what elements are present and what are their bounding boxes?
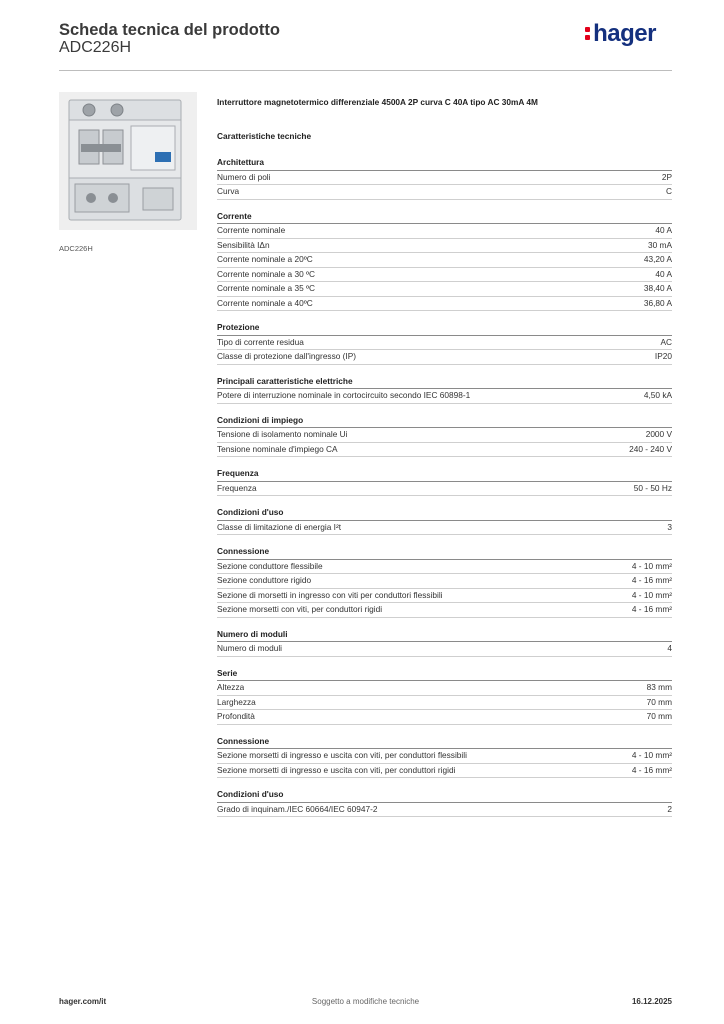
spec-label: Frequenza xyxy=(217,482,257,493)
spec-label: Numero di moduli xyxy=(217,643,283,653)
spec-value: AC xyxy=(660,336,672,347)
spec-label: Classe di protezione dall'ingresso (IP) xyxy=(217,351,357,361)
product-description: Interruttore magnetotermico differenziale 4500A 2P curva C 40A tipo AC 30mA 4M xyxy=(217,97,538,107)
section-title: Corrente xyxy=(217,210,672,225)
spec-row xyxy=(217,681,672,696)
spec-label: Corrente nominale a 30 ºC xyxy=(217,268,316,279)
spec-section xyxy=(217,414,672,458)
spec-value: 240 - 240 V xyxy=(629,443,672,454)
spec-value: 4 - 16 mm² xyxy=(631,575,672,585)
spec-label: Corrente nominale a 20ºC xyxy=(217,254,313,264)
spec-value: 3 xyxy=(667,521,672,532)
specs-heading: Caratteristiche tecniche xyxy=(217,131,312,141)
spec-row xyxy=(217,482,672,497)
spec-row xyxy=(217,696,672,711)
spec-label: Corrente nominale a 40ºC xyxy=(217,297,313,308)
spec-section xyxy=(217,545,672,618)
spec-label: Corrente nominale a 35 ºC xyxy=(217,283,316,293)
spec-value: 40 A xyxy=(655,225,672,235)
section-title: Condizioni di impiego xyxy=(217,414,672,429)
section-title: Connessione xyxy=(217,735,672,750)
spec-value: 50 - 50 Hz xyxy=(633,482,672,493)
section-title: Numero di moduli xyxy=(217,628,672,643)
spec-row xyxy=(217,297,672,312)
spec-value: 4 - 10 mm² xyxy=(631,589,672,600)
spec-content xyxy=(217,96,672,827)
spec-value: IP20 xyxy=(654,351,672,361)
spec-value: 43,20 A xyxy=(643,254,672,264)
spec-row xyxy=(217,268,672,283)
spec-row xyxy=(217,710,672,725)
spec-value: 4 - 10 mm² xyxy=(631,750,672,760)
image-caption: ADC226H xyxy=(59,244,93,253)
section-title: Architettura xyxy=(217,156,672,171)
spec-label: Sezione conduttore rigido xyxy=(217,575,312,585)
section-title: Condizioni d'uso xyxy=(217,506,672,521)
spec-label: Tensione di isolamento nominale Ui xyxy=(217,429,348,439)
spec-value: 4,50 kA xyxy=(643,390,672,400)
spec-label: Grado di inquinam./IEC 60664/IEC 60947-2 xyxy=(217,803,378,814)
spec-value: 40 A xyxy=(655,268,672,279)
logo-dots-icon xyxy=(585,24,591,42)
spec-row xyxy=(217,389,672,404)
product-code: ADC226H xyxy=(59,39,132,56)
hager-logo xyxy=(585,20,656,48)
spec-section xyxy=(217,210,672,312)
spec-value: 83 mm xyxy=(646,682,672,692)
spec-row xyxy=(217,521,672,536)
spec-label: Numero di poli xyxy=(217,171,271,182)
spec-section xyxy=(217,628,672,657)
spec-row xyxy=(217,185,672,200)
spec-value: 4 - 16 mm² xyxy=(631,764,672,775)
spec-row xyxy=(217,764,672,779)
footer-note: Soggetto a modifiche tecniche xyxy=(311,997,420,1006)
spec-value: 70 mm xyxy=(646,696,672,707)
spec-section xyxy=(217,156,672,200)
spec-section xyxy=(217,735,672,779)
spec-section xyxy=(217,667,672,725)
section-title: Frequenza xyxy=(217,467,672,482)
spec-value: 2P xyxy=(661,171,672,182)
spec-row xyxy=(217,560,672,575)
spec-value: 4 xyxy=(667,643,672,653)
spec-label: Sezione morsetti con viti, per conduttori rigidi xyxy=(217,604,383,614)
spec-value: 2 xyxy=(667,803,672,814)
spec-row xyxy=(217,253,672,268)
section-title: Principali caratteristiche elettriche xyxy=(217,375,672,390)
spec-value: 30 mA xyxy=(648,239,672,250)
circuit-breaker-icon xyxy=(59,92,197,230)
spec-section xyxy=(217,467,672,496)
logo-text: hager xyxy=(593,20,656,47)
spec-row xyxy=(217,282,672,297)
spec-section xyxy=(217,506,672,535)
spec-section xyxy=(217,788,672,817)
spec-row xyxy=(217,642,672,657)
footer-date: 16.12.2025 xyxy=(631,997,672,1006)
spec-value: 36,80 A xyxy=(643,297,672,308)
section-title: Serie xyxy=(217,667,672,682)
spec-label: Tipo di corrente residua xyxy=(217,336,304,347)
spec-row xyxy=(217,574,672,589)
spec-section xyxy=(217,375,672,404)
footer-website[interactable]: hager.com/it xyxy=(59,997,107,1006)
spec-label: Classe di limitazione di energia I²t xyxy=(217,521,342,532)
spec-label: Sezione conduttore flessibile xyxy=(217,560,323,571)
section-title: Protezione xyxy=(217,321,672,336)
page-title: Scheda tecnica del prodotto xyxy=(59,21,280,39)
spec-value: C xyxy=(666,186,672,196)
spec-value: 70 mm xyxy=(646,711,672,721)
spec-label: Sezione morsetti di ingresso e uscita con viti, per conduttori flessibili xyxy=(217,750,467,760)
spec-label: Sezione di morsetti in ingresso con viti per conduttori flessibili xyxy=(217,589,443,600)
spec-value: 38,40 A xyxy=(643,283,672,293)
spec-row xyxy=(217,224,672,239)
spec-row xyxy=(217,749,672,764)
spec-label: Tensione nominale d'impiego CA xyxy=(217,443,338,454)
spec-label: Larghezza xyxy=(217,696,256,707)
page-header xyxy=(59,20,672,71)
spec-row xyxy=(217,171,672,186)
spec-label: Curva xyxy=(217,186,240,196)
spec-value: 2000 V xyxy=(645,429,672,439)
spec-label: Altezza xyxy=(217,682,245,692)
spec-row xyxy=(217,428,672,443)
spec-row xyxy=(217,350,672,365)
circuit-breaker-image xyxy=(59,92,197,230)
spec-row xyxy=(217,803,672,818)
spec-row xyxy=(217,336,672,351)
spec-label: Sezione morsetti di ingresso e uscita con viti, per conduttori rigidi xyxy=(217,764,456,775)
spec-row xyxy=(217,603,672,618)
section-title: Connessione xyxy=(217,545,672,560)
spec-label: Profondità xyxy=(217,711,255,721)
spec-label: Potere di interruzione nominale in cortocircuito secondo IEC 60898-1 xyxy=(217,390,471,400)
section-title: Condizioni d'uso xyxy=(217,788,672,803)
spec-row xyxy=(217,443,672,458)
spec-row xyxy=(217,239,672,254)
spec-sections xyxy=(217,156,672,817)
spec-label: Sensibilità IΔn xyxy=(217,239,270,250)
spec-label: Corrente nominale xyxy=(217,225,286,235)
spec-row xyxy=(217,589,672,604)
spec-value: 4 - 16 mm² xyxy=(631,604,672,614)
page-footer xyxy=(59,997,672,1009)
spec-section xyxy=(217,321,672,365)
spec-value: 4 - 10 mm² xyxy=(631,560,672,571)
